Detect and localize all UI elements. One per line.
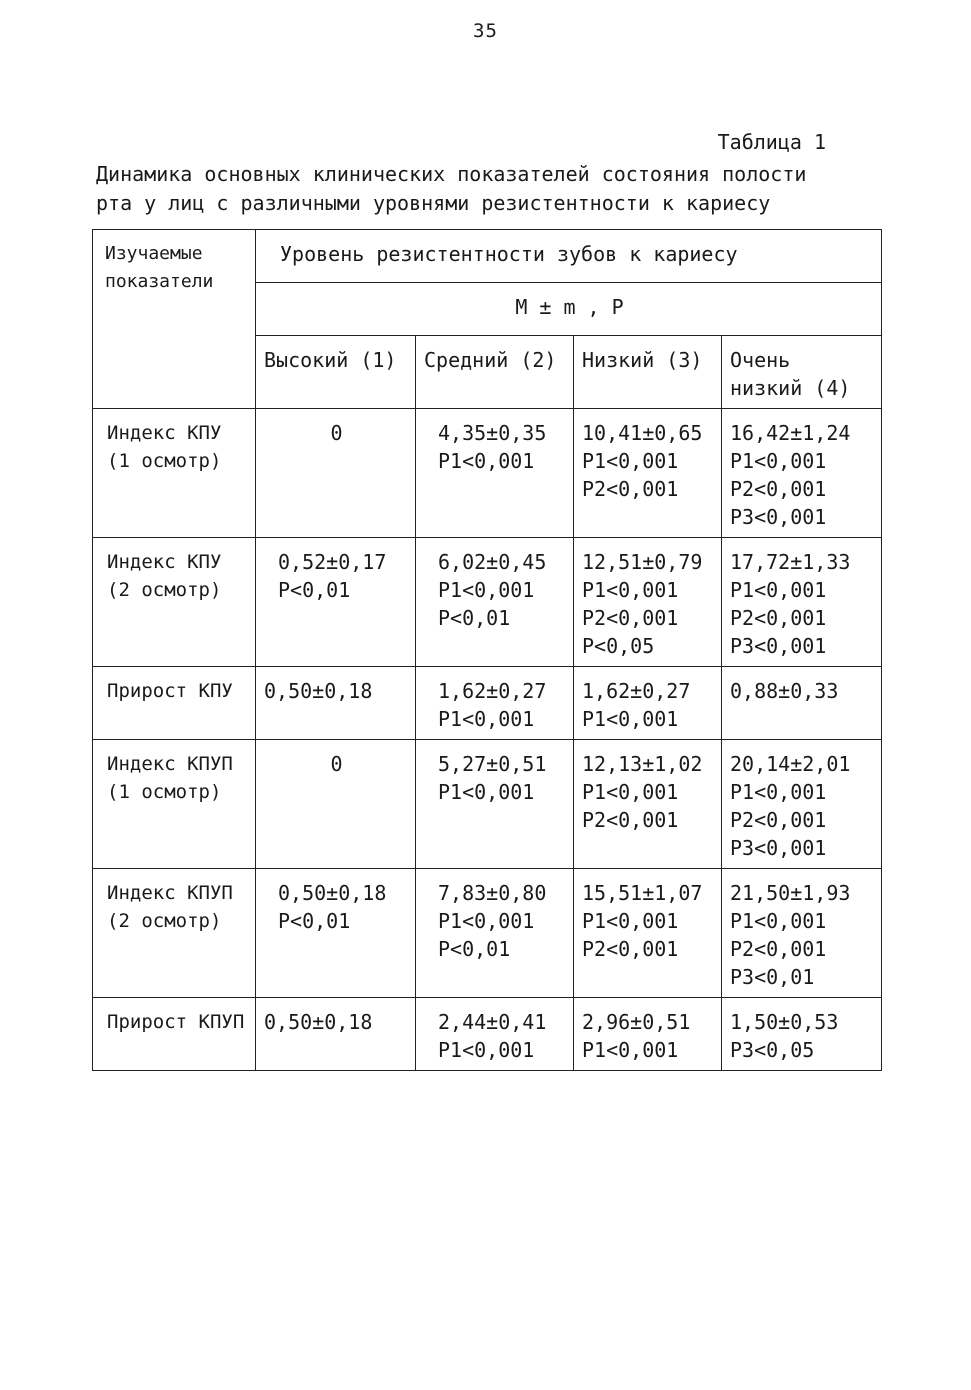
table-cell: 12,51±0,79 Р1<0,001 Р2<0,001 Р<0,05 bbox=[574, 538, 722, 667]
table-cell: 4,35±0,35 Р1<0,001 bbox=[416, 409, 574, 538]
header-statistics: M ± m , P bbox=[256, 283, 882, 336]
table-row bbox=[93, 869, 882, 998]
table-cell: 1,62±0,27 Р1<0,001 bbox=[574, 667, 722, 740]
table-row bbox=[93, 538, 882, 667]
table-row bbox=[93, 998, 882, 1071]
table-cell: 0,88±0,33 bbox=[722, 667, 882, 740]
table-cell: 20,14±2,01 Р1<0,001 Р2<0,001 Р3<0,001 bbox=[722, 740, 882, 869]
table-cell: 2,44±0,41 Р1<0,001 bbox=[416, 998, 574, 1071]
row-label: Прирост КПУ bbox=[93, 667, 256, 740]
table-cell: 15,51±1,07 Р1<0,001 Р2<0,001 bbox=[574, 869, 722, 998]
row-label: Индекс КПУ (2 осмотр) bbox=[93, 538, 256, 667]
row-label: Индекс КПУП (1 осмотр) bbox=[93, 740, 256, 869]
table-cell: 12,13±1,02 Р1<0,001 Р2<0,001 bbox=[574, 740, 722, 869]
results-table bbox=[92, 229, 882, 1071]
table-cell: 2,96±0,51 Р1<0,001 bbox=[574, 998, 722, 1071]
table-cell: 1,50±0,53 Р3<0,05 bbox=[722, 998, 882, 1071]
table-label: Таблица 1 bbox=[717, 130, 826, 154]
table-cell: 7,83±0,80 Р1<0,001 Р<0,01 bbox=[416, 869, 574, 998]
table-cell: 6,02±0,45 Р1<0,001 Р<0,01 bbox=[416, 538, 574, 667]
table-row bbox=[93, 409, 882, 538]
table-cell: 17,72±1,33 Р1<0,001 Р2<0,001 Р3<0,001 bbox=[722, 538, 882, 667]
header-level-medium: Средний (2) bbox=[416, 336, 574, 409]
column-header-indicators: Изучаемые показатели bbox=[93, 230, 256, 409]
table-cell: 0 bbox=[256, 740, 416, 869]
row-label: Прирост КПУП bbox=[93, 998, 256, 1071]
table-row bbox=[93, 740, 882, 869]
table-cell: 10,41±0,65 Р1<0,001 Р2<0,001 bbox=[574, 409, 722, 538]
header-level-very-low: Очень низкий (4) bbox=[722, 336, 882, 409]
table-cell: 0,50±0,18 Р<0,01 bbox=[256, 869, 416, 998]
row-label: Индекс КПУП (2 осмотр) bbox=[93, 869, 256, 998]
table-cell: 1,62±0,27 Р1<0,001 bbox=[416, 667, 574, 740]
table-cell: 0 bbox=[256, 409, 416, 538]
header-level-low: Низкий (3) bbox=[574, 336, 722, 409]
table-cell: 5,27±0,51 Р1<0,001 bbox=[416, 740, 574, 869]
header-resistance-level: Уровень резистентности зубов к кариесу bbox=[256, 230, 882, 283]
table-cell: 0,52±0,17 Р<0,01 bbox=[256, 538, 416, 667]
table-cell: 0,50±0,18 bbox=[256, 667, 416, 740]
header-level-high: Высокий (1) bbox=[256, 336, 416, 409]
table-caption: Динамика основных клинических показателей состояния полости рта у лиц с различными уровнями резистентности к кариесу bbox=[96, 162, 807, 215]
row-label: Индекс КПУ (1 осмотр) bbox=[93, 409, 256, 538]
table-cell: 16,42±1,24 Р1<0,001 Р2<0,001 Р3<0,001 bbox=[722, 409, 882, 538]
page-number: 35 bbox=[473, 20, 498, 42]
table-cell: 21,50±1,93 Р1<0,001 Р2<0,001 Р3<0,01 bbox=[722, 869, 882, 998]
table-cell: 0,50±0,18 bbox=[256, 998, 416, 1071]
table-row bbox=[93, 667, 882, 740]
